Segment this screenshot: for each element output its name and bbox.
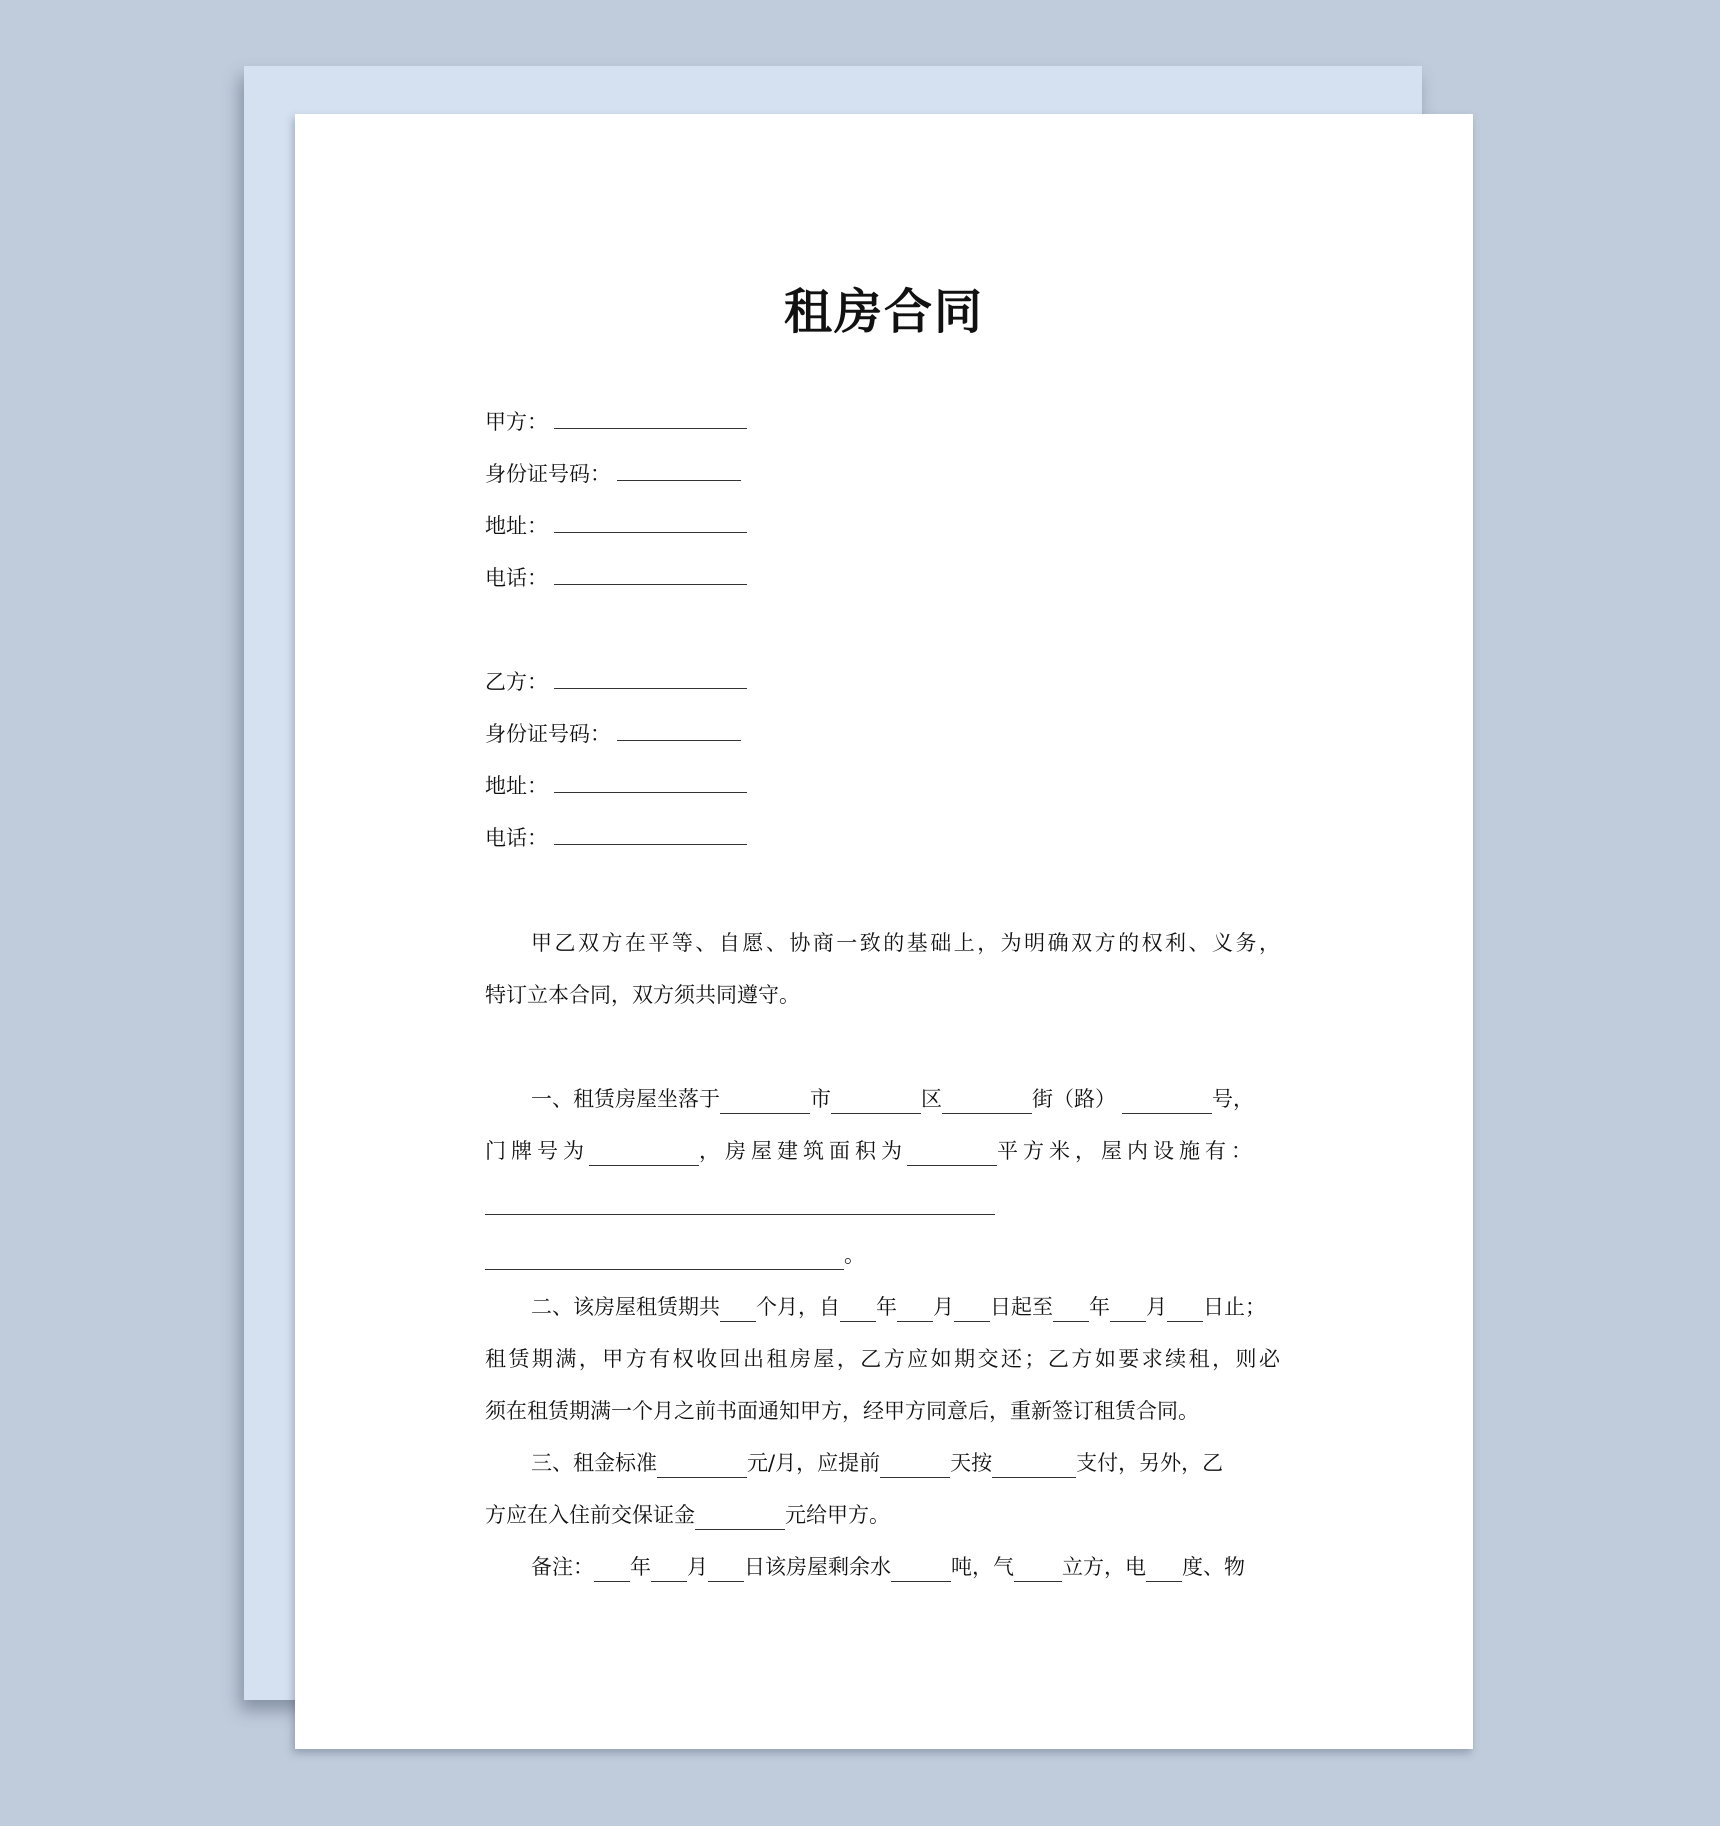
start-month-label: 月 [933,1295,954,1319]
note-year-blank[interactable] [594,1561,630,1582]
party-b-id-field[interactable] [617,720,741,741]
article-1-line-4 [485,1240,865,1270]
area-blank[interactable] [907,1145,997,1166]
article-3-line-2 [485,1500,890,1530]
party-b-id-label: 身份证号码： [485,722,611,746]
months-label: 个月，自 [756,1295,840,1319]
electricity-blank[interactable] [1146,1561,1182,1582]
article-1-line-2 [485,1136,1280,1166]
deposit-label: 方应在入住前交保证金 [485,1503,695,1527]
party-a-phone-label: 电话： [485,566,548,590]
city-label: 市 [810,1087,831,1111]
payment-method-blank[interactable] [992,1457,1076,1478]
lease-months-blank[interactable] [720,1301,756,1322]
preamble-line-1: 甲乙双方在平等、自愿、协商一致的基础上，为明确双方的权利、义务， [531,931,1280,955]
article-1-end: 。 [844,1243,865,1267]
district-blank[interactable] [831,1093,921,1114]
party-a-name-label: 甲方： [485,410,548,434]
article-2-lead: 二、该房屋租赁期共 [531,1295,720,1319]
article-3-lead: 三、租金标准 [531,1451,657,1475]
days-label: 天按 [950,1451,993,1475]
party-b-address-row [485,771,747,801]
party-b-address-label: 地址： [485,774,548,798]
article-1-line-1 [485,1084,1280,1114]
party-a-id-row [485,459,741,489]
party-b-phone-field[interactable] [554,824,747,845]
note-day-blank[interactable] [708,1561,744,1582]
party-b-phone-row [485,823,747,853]
party-a-id-label: 身份证号码： [485,462,611,486]
advance-days-blank[interactable] [880,1457,950,1478]
number-blank[interactable] [1122,1093,1212,1114]
number-label: 号， [1212,1087,1254,1111]
party-b-name-field[interactable] [554,668,747,689]
end-year-label: 年 [1089,1295,1110,1319]
start-year-label: 年 [876,1295,897,1319]
gas-blank[interactable] [1014,1561,1062,1582]
end-day-blank[interactable] [1167,1301,1203,1322]
party-a-name-row [485,407,747,437]
note-label: 备注： [531,1555,594,1579]
article-2-line-1 [485,1292,1280,1322]
end-month-label: 月 [1146,1295,1167,1319]
start-year-blank[interactable] [840,1301,876,1322]
start-day-label: 日起至 [990,1295,1053,1319]
pay-label: 支付，另外，乙 [1076,1451,1224,1475]
contract-page [295,114,1473,1749]
article-2-line-2: 租赁期满，甲方有权收回出租房屋，乙方应如期交还；乙方如要求续租，则必 [485,1347,1280,1371]
party-b-name-row [485,667,747,697]
party-a-phone-field[interactable] [554,564,747,585]
end-day-label: 日止； [1203,1295,1266,1319]
rent-blank[interactable] [657,1457,747,1478]
deposit-blank[interactable] [695,1509,785,1530]
gas-unit-label: 立方，电 [1062,1555,1146,1579]
article-3-line-1 [485,1448,1280,1478]
preamble-line-2: 特订立本合同，双方须共同遵守。 [485,983,800,1007]
start-month-blank[interactable] [897,1301,933,1322]
end-year-blank[interactable] [1053,1301,1089,1322]
area-unit-label: 平方米，屋内设施有： [997,1139,1257,1163]
city-blank[interactable] [720,1093,810,1114]
party-b-phone-label: 电话： [485,826,548,850]
party-a-address-label: 地址： [485,514,548,538]
party-a-address-field[interactable] [554,512,747,533]
deposit-end: 元给甲方。 [785,1503,890,1527]
per-month-label: 元/月，应提前 [747,1451,881,1475]
door-number-label: 门牌号为 [485,1139,589,1163]
water-unit-label: 吨，气 [951,1555,1014,1579]
facilities-blank-1[interactable] [485,1214,995,1215]
facilities-blank-2[interactable] [485,1249,844,1270]
party-a-address-row [485,511,747,541]
door-number-blank[interactable] [589,1145,699,1166]
district-label: 区 [921,1087,942,1111]
party-b-address-field[interactable] [554,772,747,793]
party-a-id-field[interactable] [617,460,741,481]
street-label: 街（路） [1032,1087,1116,1111]
party-b-name-label: 乙方： [485,670,548,694]
end-month-blank[interactable] [1110,1301,1146,1322]
electricity-unit-label: 度、物 [1182,1555,1245,1579]
water-blank[interactable] [891,1561,951,1582]
party-b-id-row [485,719,741,749]
note-month-blank[interactable] [651,1561,687,1582]
note-line-1 [485,1552,1280,1582]
note-year-label: 年 [630,1555,651,1579]
start-day-blank[interactable] [954,1301,990,1322]
area-label: ，房屋建筑面积为 [699,1139,907,1163]
article-2-line-3: 须在租赁期满一个月之前书面通知甲方，经甲方同意后，重新签订租赁合同。 [485,1399,1199,1423]
street-blank[interactable] [942,1093,1032,1114]
note-month-label: 月 [687,1555,708,1579]
document-title: 租房合同 [783,284,984,340]
note-day-label: 日该房屋剩余水 [744,1555,891,1579]
party-a-phone-row [485,563,747,593]
party-a-name-field[interactable] [554,408,747,429]
article-1-lead: 一、租赁房屋坐落于 [531,1087,720,1111]
